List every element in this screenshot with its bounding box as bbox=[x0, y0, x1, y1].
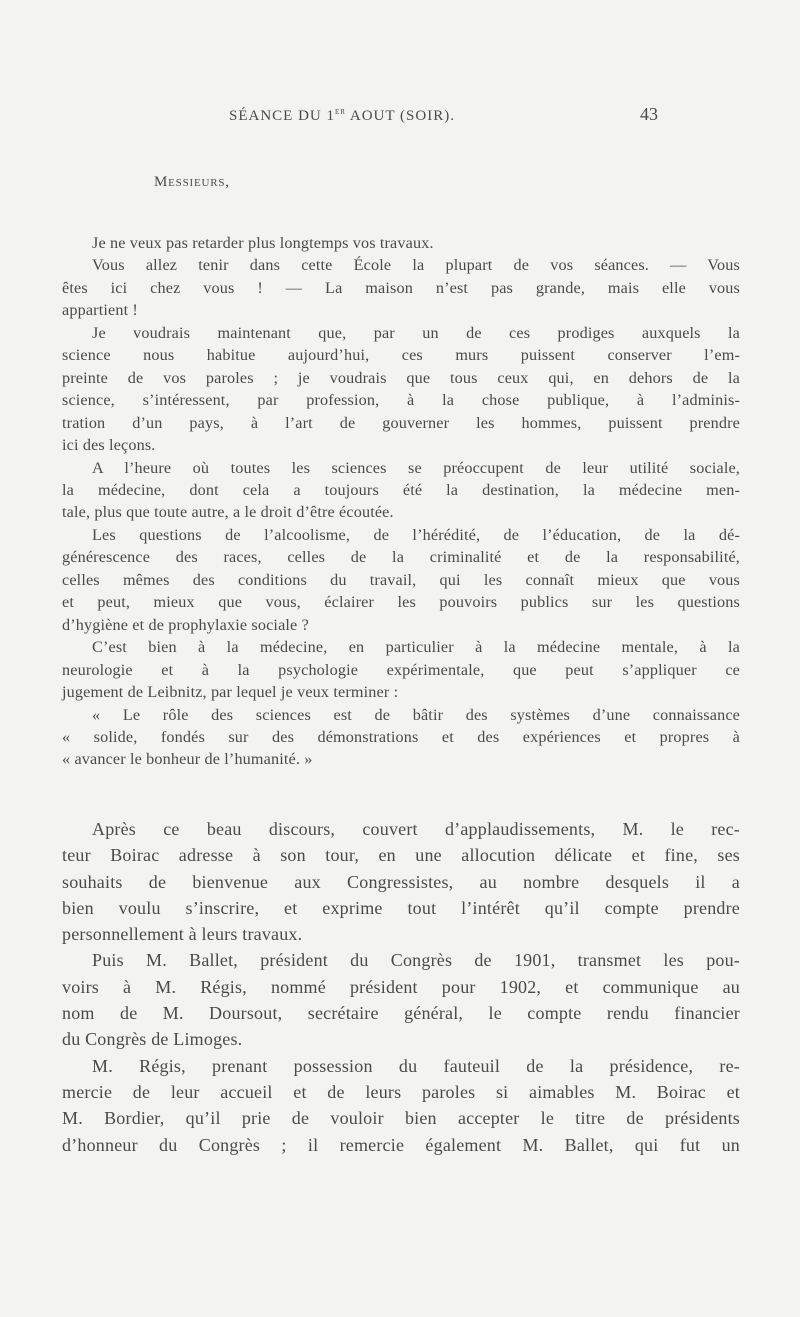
text-line: mercie de leur accueil et de leurs paroles si aimables M. Boirac et bbox=[62, 1081, 740, 1102]
text-line: Après ce beau discours, couvert d’applaudissements, M. le rec- bbox=[92, 819, 740, 839]
text-line: bien voulu s’inscrire, et exprime tout l’intérêt qu’il compte prendre bbox=[62, 897, 740, 918]
text-line: ici des leçons. bbox=[62, 436, 156, 455]
salutation: Messieurs, bbox=[154, 174, 230, 190]
paragraph bbox=[62, 322, 740, 457]
text-line: du Congrès de Limoges. bbox=[62, 1029, 243, 1050]
paragraph bbox=[62, 457, 740, 524]
running-title bbox=[229, 106, 455, 125]
text-line: M. Régis, prenant possession du fauteuil de la présidence, re- bbox=[92, 1055, 740, 1076]
text-line: M. Bordier, qu’il prie de vouloir bien accepter le titre de présidents bbox=[62, 1108, 740, 1129]
text-line: Je voudrais maintenant que, par un de ces prodiges auxquels la bbox=[92, 323, 740, 342]
text-line: tration d’un pays, à l’art de gouverner les hommes, puissent prendre bbox=[62, 413, 740, 432]
text-line: teur Boirac adresse à son tour, en une allocution délicate et fine, ses bbox=[62, 845, 740, 866]
text-line: nom de M. Doursout, secrétaire général, le compte rendu financier bbox=[62, 1003, 740, 1024]
text-line: d’honneur du Congrès ; il remercie également M. Ballet, qui fut un bbox=[62, 1134, 740, 1155]
running-header bbox=[0, 106, 800, 130]
paragraph bbox=[62, 232, 740, 254]
text-line: souhaits de bienvenue aux Congressistes, au nombre desquels il a bbox=[62, 871, 740, 892]
text-line: « avancer le bonheur de l’humanité. » bbox=[62, 750, 313, 769]
text-line: neurologie et à la psychologie expérimentale, que peut s’appliquer ce bbox=[62, 660, 740, 679]
text-line: Vous allez tenir dans cette École la plupart de vos séances. — Vous bbox=[92, 256, 740, 275]
narrative-text bbox=[62, 816, 740, 1158]
speech-text bbox=[62, 232, 740, 771]
text-line: générescence des races, celles de la criminalité et de la responsabilité, bbox=[62, 548, 740, 567]
text-line: jugement de Leibnitz, par lequel je veux terminer : bbox=[62, 683, 399, 702]
text-line: la médecine, dont cela a toujours été la destination, la médecine men- bbox=[62, 480, 740, 499]
text-line: A l’heure où toutes les sciences se préoccupent de leur utilité sociale, bbox=[92, 458, 740, 477]
paragraph bbox=[62, 636, 740, 703]
text-line: « solide, fondés sur des démonstrations et des expériences et propres à bbox=[62, 727, 740, 746]
page-number: 43 bbox=[640, 104, 658, 124]
text-line: tale, plus que toute autre, a le droit d’être écoutée. bbox=[62, 503, 394, 522]
paragraph bbox=[62, 816, 740, 947]
text-line: d’hygiène et de prophylaxie sociale ? bbox=[62, 615, 309, 634]
running-title-sup: er bbox=[335, 106, 346, 117]
text-line: celles mêmes des conditions du travail, qui les connaît mieux que vous bbox=[62, 570, 740, 589]
paragraph bbox=[62, 1053, 740, 1158]
paragraph bbox=[62, 947, 740, 1052]
running-title-end: AOUT (SOIR). bbox=[345, 108, 455, 124]
text-line: Les questions de l’alcoolisme, de l’hérédité, de l’éducation, de la dé- bbox=[92, 525, 740, 544]
paragraph bbox=[62, 704, 740, 771]
text-line: science, s’intéressent, par profession, à la chose publique, à l’adminis- bbox=[62, 391, 740, 410]
text-line: preinte de vos paroles ; je voudrais que tous ceux qui, en dehors de la bbox=[62, 368, 740, 387]
paragraph bbox=[62, 254, 740, 321]
paragraph bbox=[62, 524, 740, 636]
text-line: « Le rôle des sciences est de bâtir des systèmes d’une connaissance bbox=[92, 705, 740, 724]
text-line: et peut, mieux que vous, éclairer les pouvoirs publics sur les questions bbox=[62, 593, 740, 612]
text-line: science nous habitue aujourd’hui, ces murs puissent conserver l’em- bbox=[62, 346, 740, 365]
text-line: appartient ! bbox=[62, 301, 138, 320]
text-line: êtes ici chez vous ! — La maison n’est pas grande, mais elle vous bbox=[62, 278, 740, 297]
text-line: C’est bien à la médecine, en particulier à la médecine mentale, à la bbox=[92, 638, 740, 657]
text-line: personnellement à leurs travaux. bbox=[62, 924, 303, 945]
running-title-text: SÉANCE DU 1 bbox=[229, 108, 336, 124]
text-line: Puis M. Ballet, président du Congrès de 1901, transmet les pou- bbox=[92, 950, 740, 971]
text-line: Je ne veux pas retarder plus longtemps vos travaux. bbox=[92, 234, 434, 252]
text-line: voirs à M. Régis, nommé président pour 1902, et communique au bbox=[62, 976, 740, 997]
